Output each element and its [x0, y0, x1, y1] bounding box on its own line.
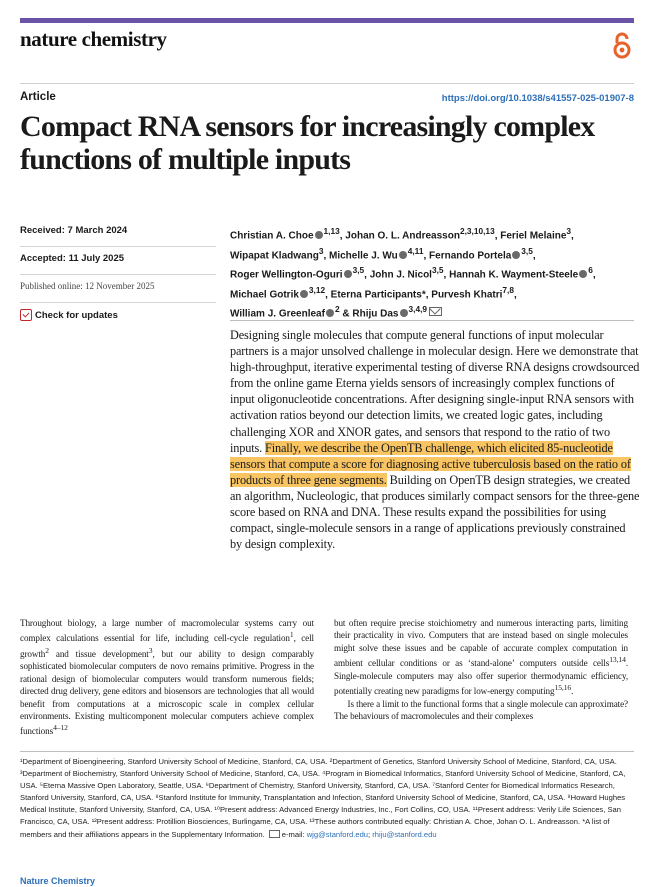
publication-dates [20, 225, 216, 321]
orcid-icon[interactable] [400, 309, 408, 317]
body-column-right: but often require precise stoichiometry and numerous interacting parts, limiting their practicality in vivo. Computers that are instead based on single molecules might solve these issues and be capable of accurate complex computation in ambient cellular conditions or as ‘stand-alone’ computers outside cells$^{13,14}$. Single-molecule computers may also offer superior thermodynamic efficiency, potentially creating new paradigms for low-energy computing$^{15,16}$. Is there a limit to the functional forms that a single molecule can approximate? The behaviours of macromolecules and their complexes [334, 618, 628, 721]
affiliations: ¹Department of Bioengineering, Stanford University School of Medicine, Stanford, CA, USA. ²Department of Genetics, Stanford University School of Medicine, Stanford, CA, USA. ³Department of Biochemistry, Stanford University School of Medicine, Stanford, CA, USA. ⁴Program in Biomedical Informatics, Stanford University School of Medicine, Stanford, CA, USA. ⁵Eterna Massive Open Laboratory, Seattle, USA. ⁶Department of Chemistry, Stanford University, Stanford, CA, USA. ⁷Stanford Center for Biomedical Informatics Research, Stanford University, Stanford, CA, USA. ⁸Stanford Institute for Immunity, Transplantation and Infection, Stanford University School of Medicine, Stanford, CA, USA. ⁹Howard Hughes Medical Institute, Stanford University, Stanford, CA, USA. ¹⁰Present address: Advanced Energy Industries, Inc., Fort Collins, CO, USA. ¹¹Present address: Verily Life Sciences, San Francisco, CA, USA. ¹²Present address: Protillion Biosciences, Burlingame, CA, USA. ¹³These authors contributed equally: Christian A. Choe, Johan O. L. Andreasson. *A list of members and their affiliations appears in the Supplementary Information. e-mail: wjg@stanford.edu; rhiju@stanford.edu [20, 757, 626, 839]
published-date: Published online: 12 November 2025 [20, 281, 216, 303]
doi-link[interactable]: https://doi.org/10.1038/s41557-025-01907-8 [441, 93, 634, 104]
orcid-icon[interactable] [579, 270, 587, 278]
open-access-icon [610, 31, 634, 61]
orcid-icon[interactable] [315, 231, 323, 239]
article-type: Article [20, 91, 56, 103]
journal-name[interactable]: nature chemistry [20, 27, 167, 51]
orcid-icon[interactable] [326, 309, 334, 317]
article-title: Compact RNA sensors for increasingly complex functions of multiple inputs [20, 110, 595, 176]
received-date: Received: 7 March 2024 [20, 225, 216, 247]
email-link-das[interactable]: rhiju@stanford.edu [372, 829, 437, 839]
affiliations-divider [20, 751, 634, 752]
footer-journal[interactable]: Nature Chemistry [20, 876, 96, 886]
accepted-date: Accepted: 11 July 2025 [20, 253, 216, 275]
header-divider [20, 83, 634, 84]
check-updates-button[interactable] [20, 309, 216, 321]
check-updates-label: Check for updates [35, 309, 118, 321]
orcid-icon[interactable] [300, 290, 308, 298]
author-list: Christian A. Choe $^{1,13}$, Johan O. L. Andreasson$^{2,3,10,13}$, Feriel Melaine$^3$, Wipapat Kladwang$^3$, Michelle J. Wu $^{4,11}$, Fernando Portela $^{3,5}$, Roger Wellington-Oguri $^{3,5}$, John J. Nicol$^{3,5}$, Hannah K. Wayment-Steele $^6$, Michael Gotrik $^{3,12}$, Eterna Participants*, Purvesh Khatri$^{7,8}$, William J. Greenleaf $^2$ & Rhiju Das $^{3,4,9}$ [230, 226, 596, 320]
journal-top-bar [20, 18, 634, 23]
orcid-icon[interactable] [399, 251, 407, 259]
body-column-left: Throughout biology, a large number of macromolecular systems carry out complex calculations essential for life, including cell-cycle regulation$^1$, cell growth$^2$ and tissue development$^3$, but our ability to design comparably sophisticated biomolecular computers de novo remains primitive. Progress in the rational design of biomolecular computers would transform numerous fields; directed drug delivery, gene editors and biosensors are technologies that all would benefit from computations at a microscopic scale in complex cellular environments. Existing multicomponent molecular computers achieve complex functions$^{4-12}$ [20, 618, 314, 737]
abstract-highlight: Finally, we describe the OpenTB challenge, which elicited 85-nucleotide sensors that compute a score for diagnosing active tuberculosis based on the ratio of products of three gene segments. [230, 440, 631, 487]
orcid-icon[interactable] [512, 251, 520, 259]
email-icon[interactable] [429, 307, 442, 316]
email-icon [269, 830, 280, 838]
orcid-icon[interactable] [344, 270, 352, 278]
email-link-greenleaf[interactable]: wjg@stanford.edu [306, 829, 369, 839]
abstract: Designing single molecules that compute general functions of input molecular partners is a major unsolved challenge in molecular design. Here we demonstrate that high-throughput, iterative experimental testing of diverse RNA designs crowdsourced from the online game Eterna yields sensors of increasingly complex functions of input oligonucleotide concentrations. After designing single-input RNA sensors with activation ratios beyond our detection limits, we created logic gates, including challenging XOR and XNOR gates, and sensors that respond to the ratio of two inputs. Finally, we describe the OpenTB challenge, which elicited 85-nucleotide sensors that compute a score for diagnosing active tuberculosis based on the ratio of products of three gene segments. Building on OpenTB design strategies, we created an algorithm, Nucleologic, that produces similarly compact sensors for the three-gene score based on RNA and DNA. These results expand the possibilities for using compact, single-molecule sensors in a range of applications previously constrained by design complexity. [230, 328, 640, 552]
abstract-divider [230, 320, 634, 321]
check-updates-icon [20, 309, 32, 321]
